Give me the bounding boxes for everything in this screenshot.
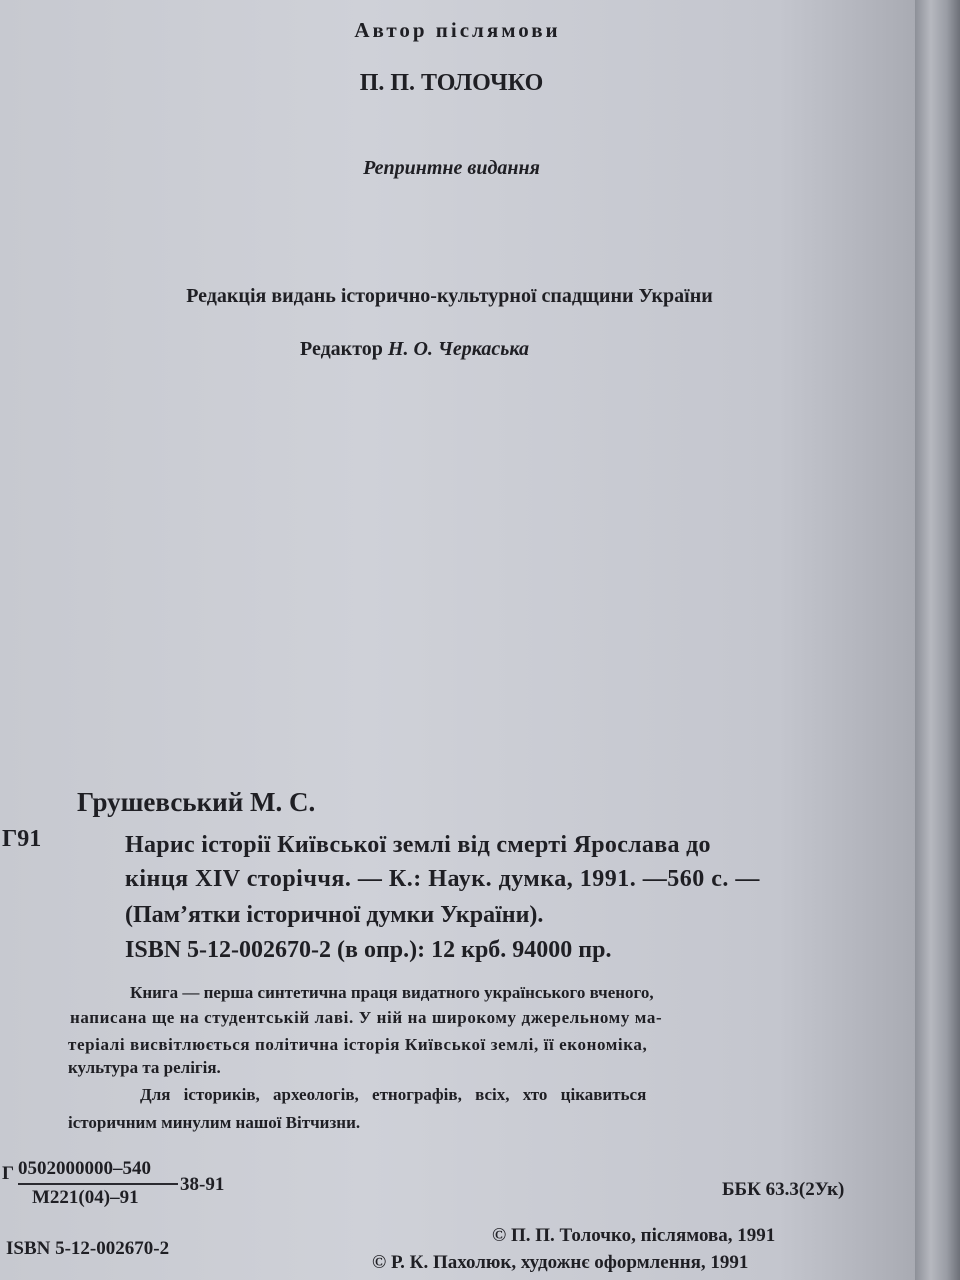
index-prefix: Г	[2, 1163, 15, 1184]
card-author: Грушевський М. С.	[77, 787, 316, 817]
annotation-line: теріалі висвітлюється політична історія Київської землі, її економіка,	[68, 1035, 648, 1054]
card-title-line: кінця XIV сторіччя. — К.: Наук. думка, 1991. —560 с. —	[125, 866, 760, 892]
index-suffix: 38-91	[180, 1174, 225, 1195]
footer-isbn: ISBN 5-12-002670-2	[6, 1238, 170, 1259]
shelf-code: Г91	[2, 826, 42, 852]
copyright-line: © П. П. Толочко, післямова, 1991	[492, 1225, 776, 1246]
bbk-code: ББК 63.3(2Ук)	[722, 1179, 845, 1200]
annotation-line: Для істориків, археологів, етнографів, всіх, хто цікавиться	[140, 1085, 647, 1104]
annotation-line: культура та релігія.	[68, 1058, 221, 1077]
afterword-label: Автор післямови	[354, 18, 561, 42]
editorial-office: Редакція видань історично-культурної спадщини України	[186, 285, 713, 307]
editor-line	[300, 338, 529, 361]
index-numerator: 0502000000–540	[18, 1158, 151, 1179]
card-title-line: Нарис історії Київської землі від смерті Ярослава до	[125, 832, 711, 858]
index-denominator: М221(04)–91	[32, 1187, 139, 1208]
editor-label: Редактор	[300, 338, 383, 360]
copyright-line: © Р. К. Пахолюк, художнє оформлення, 1991	[372, 1252, 749, 1273]
editor-name: Н. О. Черкаська	[387, 338, 530, 360]
card-isbn-line: ISBN 5-12-002670-2 (в опр.): 12 крб. 94000 пр.	[125, 937, 612, 963]
annotation-line: написана ще на студентській лаві. У ній на широкому джерельному ма-	[70, 1008, 663, 1027]
fraction-rule	[18, 1183, 178, 1185]
card-title-line: (Пам’ятки історичної думки України).	[125, 902, 544, 928]
afterword-author: П. П. ТОЛОЧКО	[359, 70, 544, 96]
annotation-line: Книга — перша синтетична праця видатного українського вченого,	[130, 983, 654, 1002]
annotation-line: історичним минулим нашої Вітчизни.	[68, 1113, 361, 1132]
page-edge	[915, 0, 960, 1280]
edition-type: Репринтне видання	[363, 157, 540, 179]
